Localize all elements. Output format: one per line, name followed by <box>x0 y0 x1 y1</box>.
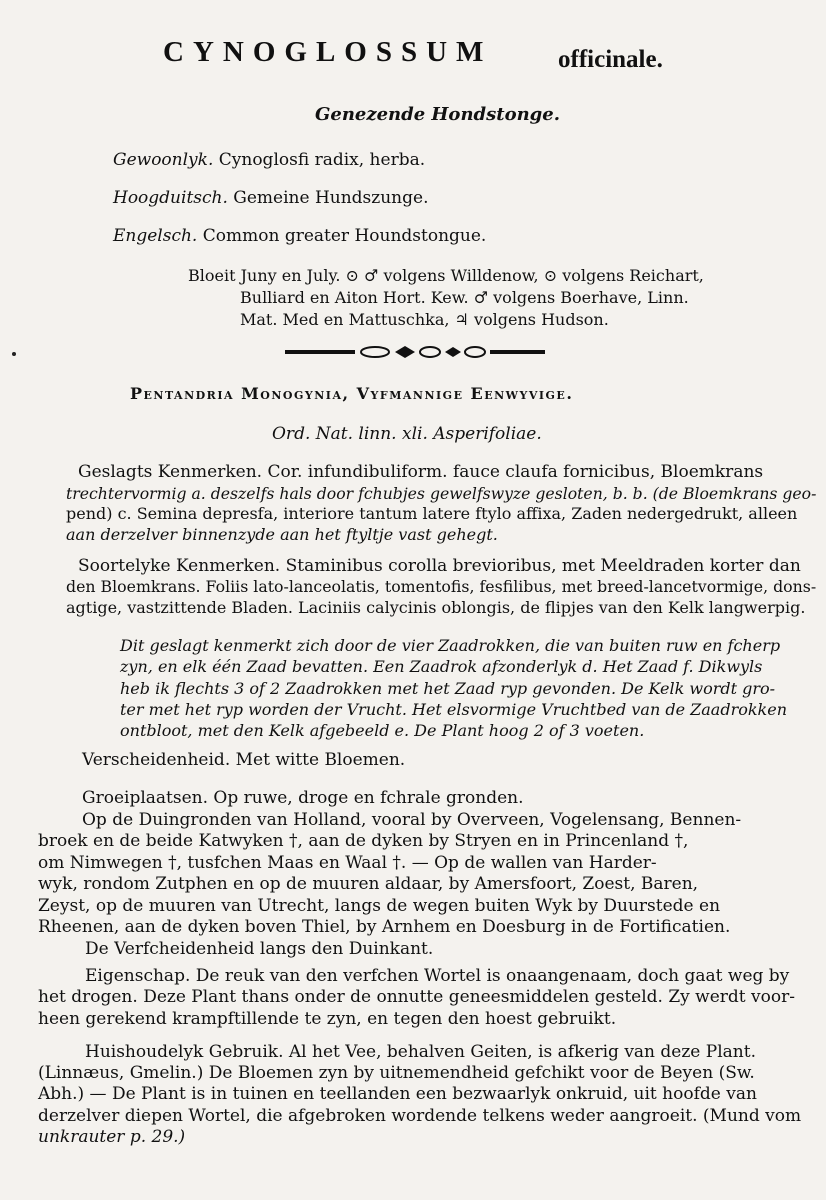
note-line-5: ontbloot, met den Kelk afgebeeld e. De Plant hoog 2 of 3 voeten. <box>120 721 645 740</box>
huishoudelyk-line-5: unkrauter p. 29.) <box>38 1127 186 1147</box>
groei-line-1: Groeiplaatsen. Op ruwe, droge en fchrale gronden. <box>82 788 524 808</box>
dutch-common-name: Genezende Hondstonge. <box>315 104 560 125</box>
bloei-line-2: Bulliard en Aiton Hort. Kew. ♂ volgens Boerhave, Linn. <box>240 288 689 307</box>
name-text: Gemeine Hundszunge. <box>227 188 429 208</box>
eigenschap-line-3: heen gerekend krampftillende te zyn, en tegen den hoest gebruikt. <box>38 1009 617 1029</box>
eigenschap-line-2: het drogen. Deze Plant thans onder de onnutte geneesmiddelen gesteld. Zy werdt voor- <box>38 987 795 1007</box>
verscheidenheid: Verscheidenheid. Met witte Bloemen. <box>82 750 406 770</box>
name-text: Common greater Houndstongue. <box>197 226 487 246</box>
groei-line-5: wyk, rondom Zutphen en op de muuren aldaar, by Amersfoort, Zoest, Baren, <box>38 874 699 894</box>
eigenschap-line-1: Eigenschap. De reuk van den verfchen Wortel is onaangenaam, doch gaat weg by <box>85 966 790 986</box>
huishoudelyk-line-3: Abh.) — De Plant is in tuinen en teellanden een bezwaarlyk onkruid, uit hoofde van <box>38 1084 757 1104</box>
soortelyke-line-2: den Bloemkrans. Foliis lato-lanceolatis, tomentofis, fesfilibus, met breed-lancetvormige, dons- <box>66 577 817 596</box>
note-line-4: ter met het ryp worden der Vrucht. Het elsvormige Vruchtbed van de Zaadrokken <box>120 700 788 719</box>
margin-speck <box>12 352 16 356</box>
groei-line-4: om Nimwegen †, tusfchen Maas en Waal †. — Op de wallen van Harder- <box>38 853 657 873</box>
natural-order: Ord. Nat. linn. xli. Asperifoliae. <box>272 424 542 444</box>
name-gewoonlyk <box>113 150 425 170</box>
huishoudelyk-line-2: (Linnæus, Gmelin.) De Bloemen zyn by uitnemendheid gefchikt voor de Beyen (Sw. <box>38 1063 755 1083</box>
note-line-2: zyn, en elk één Zaad bevatten. Een Zaadrok afzonderlyk d. Het Zaad f. Dikwyls <box>120 657 763 676</box>
geslagts-line-2: trechtervormig a. deszelfs hals door fchubjes gewelfswyze gesloten, b. b. (de Bloemkrans geo- <box>66 484 817 503</box>
species-title: officinale. <box>558 46 663 73</box>
groei-line-6: Zeyst, op de muuren van Utrecht, langs de wegen buiten Wyk by Duurstede en <box>38 896 721 916</box>
geslagts-line-4: aan derzelver binnenzyde aan het ftyltje vast gehegt. <box>66 525 498 544</box>
soortelyke-line-3: agtige, vastzittende Bladen. Laciniis calycinis oblongis, de flipjes van den Kelk langwerpig. <box>66 598 806 617</box>
class-heading: Pentandria Monogynia, Vyfmannige Eenwyvige. <box>130 384 574 403</box>
name-label: Hoogduitsch. <box>113 188 228 208</box>
note-line-3: heb ik flechts 3 of 2 Zaadrokken met het Zaad ryp gevonden. De Kelk wordt gro- <box>120 679 776 698</box>
name-text: Cynoglosfi radix, herba. <box>213 150 426 170</box>
geslagts-line-1: Geslagts Kenmerken. Cor. infundibuliform. fauce claufa fornicibus, Bloemkrans <box>78 462 764 482</box>
name-engelsch <box>113 226 486 246</box>
bloei-line-1: Bloeit Juny en July. ⊙ ♂ volgens Willdenow, ⊙ volgens Reichart, <box>188 266 704 285</box>
geslagts-line-3: pend) c. Semina depresfa, interiore tantum latere ftylo affixa, Zaden nedergedrukt, alleen <box>66 504 798 523</box>
name-label: Gewoonlyk. <box>113 150 214 170</box>
ornamental-divider <box>285 344 545 360</box>
groei-line-7: Rheenen, aan de dyken boven Thiel, by Arnhem en Doesburg in de Fortificatien. <box>38 917 731 937</box>
name-label: Engelsch. <box>113 226 198 246</box>
groei-line-3: broek en de beide Katwyken †, aan de dyken by Stryen en in Princenland †, <box>38 831 689 851</box>
huishoudelyk-line-4: derzelver diepen Wortel, die afgebroken wordende telkens weder aangroeit. (Mund vom <box>38 1106 802 1126</box>
note-line-1: Dit geslagt kenmerkt zich door de vier Zaadrokken, die van buiten ruw en fcherp <box>120 636 781 655</box>
name-hoogduitsch <box>113 188 428 208</box>
bloei-line-3: Mat. Med en Mattuschka, ♃ volgens Hudson. <box>240 310 609 329</box>
genus-title: CYNOGLOSSUM <box>163 36 493 68</box>
groei-line-8: De Verfcheidenheid langs den Duinkant. <box>85 939 434 959</box>
groei-line-2: Op de Duingronden van Holland, vooral by Overveen, Vogelensang, Bennen- <box>82 810 742 830</box>
huishoudelyk-line-1: Huishoudelyk Gebruik. Al het Vee, behalven Geiten, is afkerig van deze Plant. <box>85 1042 756 1062</box>
soortelyke-line-1: Soortelyke Kenmerken. Staminibus corolla brevioribus, met Meeldraden korter dan <box>78 556 801 576</box>
